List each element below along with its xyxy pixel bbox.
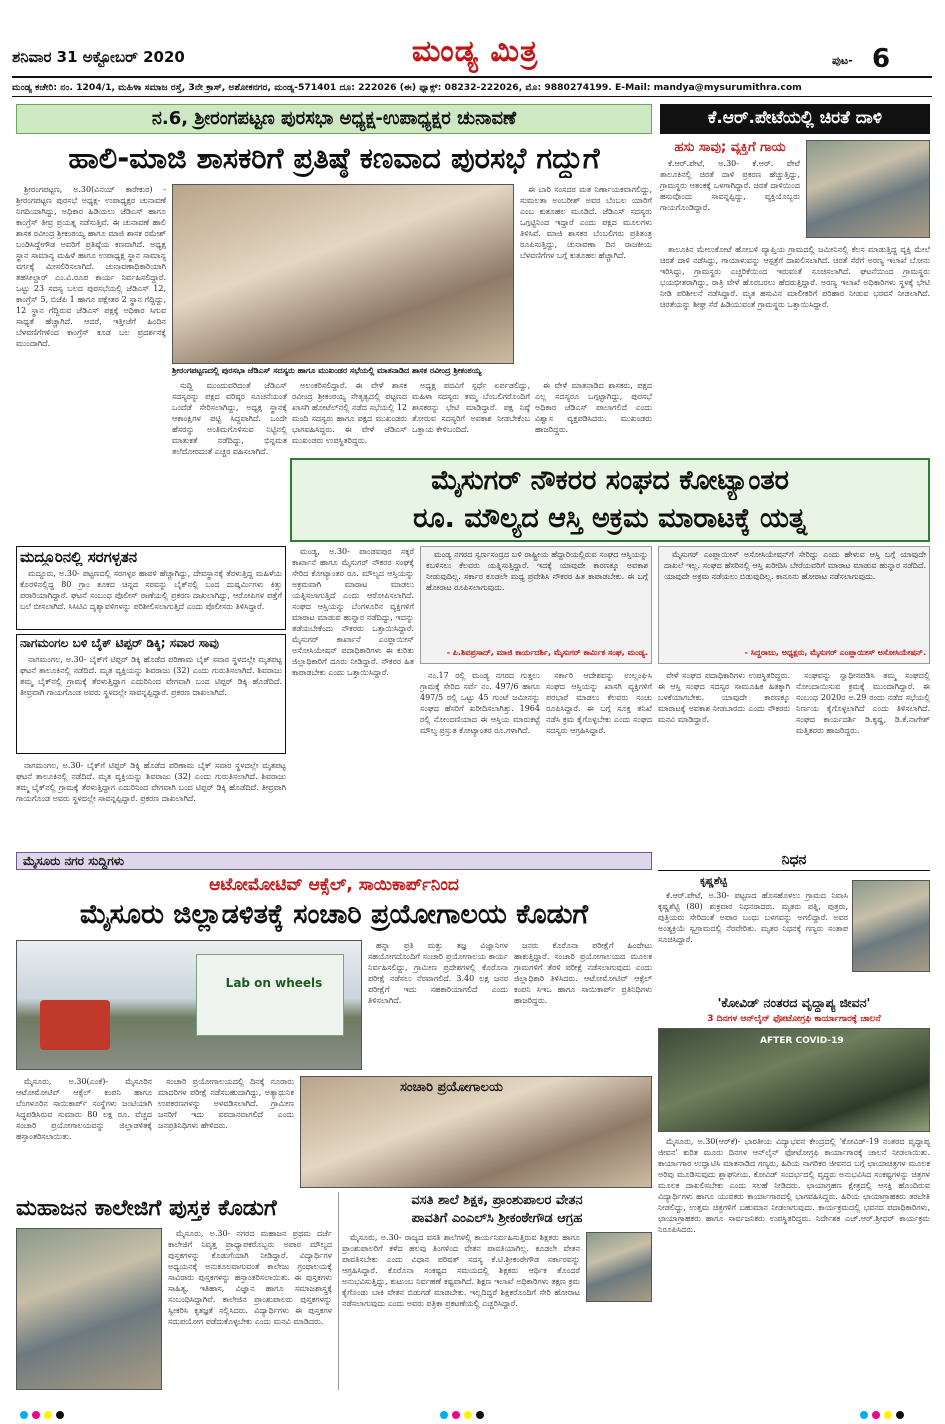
obituary-name: ಕೃಷ್ಣಶೆಟ್ಟಿ (700, 876, 728, 887)
story4-body-text: ನಾಗಮಂಗಲ, ಅ.30- ಬೈಕ್‌ಗೆ ಟಿಪ್ಪರ್ ಡಿಕ್ಕಿ ಹೊಡೆದ ಪರಿಣಾಮ ಬೈಕ್ ಸವಾರ ಸ್ಥಳದಲ್ಲೇ ಮೃತಪಟ್ಟ ಘಟನೆ ತಾಲೂಕಿನಲ್ಲಿ ನಡೆದಿದೆ. ಮೃತ ವ್ಯಕ್ತಿಯನ್ನು ಶಿವರಾಜು (32) ಎಂದು ಗುರುತಿಸಲಾಗಿದೆ. ಶಿವರಾಜು ತಮ್ಮ ಬೈಕ್‌ನಲ್ಲಿ ಗ್ರಾಮಕ್ಕೆ ತೆರಳುತ್ತಿದ್ದಾಗ ಎದುರಿನಿಂದ ವೇಗವಾಗಿ ಬಂದ ಟಿಪ್ಪರ್ ಡಿಕ್ಕಿ ಹೊಡೆದಿದೆ. ತೀವ್ರವಾಗಿ ಗಾಯಗೊಂಡ ಅವರು ಸ್ಥಳದಲ್ಲೇ ಸಾವನ್ನಪ್ಪಿದ್ದಾರೆ. ಪ್ರಕರಣ ದಾಖಲಾಗಿದೆ. (20, 655, 282, 697)
story2-body-text: ತಾಲೂಕಿನ ಮೇಲುಕೋಟೆ ಹೋಬಳಿ ವ್ಯಾಪ್ತಿಯ ಗ್ರಾಮದಲ್ಲಿ ಜಮೀನಿನಲ್ಲಿ ಕೆಲಸ ಮಾಡುತ್ತಿದ್ದ ವ್ಯಕ್ತಿ ಮೇಲೆ ಚಿರತೆ ದಾಳಿ ನಡೆಸಿದ್ದು, ಗಾಯಾಳುವನ್ನು ಆಸ್ಪತ್ರೆಗೆ ದಾಖಲಿಸಲಾಗಿದೆ. ಚಿರತೆ ಸೆರೆಗೆ ಅರಣ್ಯ ಇಲಾಖೆ ಬೋನು ಇರಿಸಿದ್ದು, ಗ್ರಾಮಸ್ಥರು ಎಚ್ಚರಿಕೆಯಿಂದ ಇರುವಂತೆ ಸೂಚಿಸಲಾಗಿದೆ. ಘಟನೆಯಿಂದ ಗ್ರಾಮಸ್ಥರು ಭಯಭೀತರಾಗಿದ್ದು, ರಾತ್ರಿ ವೇಳೆ ಹೊರಬರಲು ಹೆದರುತ್ತಿದ್ದಾರೆ. ಅರಣ್ಯ ಇಲಾಖೆ ಅಧಿಕಾರಿಗಳು ಸ್ಥಳಕ್ಕೆ ಭೇಟಿ ನೀಡಿ ಪರಿಶೀಲನೆ ನಡೆಸಿದ್ದಾರೆ. ಮೃತ ಹಸುವಿನ ಮಾಲೀಕರಿಗೆ ಪರಿಹಾರ ನೀಡುವ ಭರವಸೆ ನೀಡಲಾಗಿದೆ. ಚಿರತೆಯನ್ನು ಶೀಘ್ರ ಸೆರೆ ಹಿಡಿಯುವಂತೆ ಗ್ರಾಮಸ್ಥರು ಒತ್ತಾಯಿಸಿದ್ದಾರೆ. (660, 245, 930, 309)
story6-lower-a-text: ಮೈಸೂರು, ಅ.30(ಎಂಕೆ)- ಮೈಸೂರಿನ ಆಟೋಮೋಟಿವ್ ಆಕ್ಸೆಲ್ ಕಂಪನಿ ಹಾಗೂ ಬೆಂಗಳೂರಿನ ಸಾಯಿಕಾರ್ಪ್ ಸಂಸ್ಥೆಗಳು ಜಂಟಿಯಾಗಿ ಸಿದ್ಧಪಡಿಸಿರುವ ಸುಮಾರು 80 ಲಕ್ಷ ರೂ. ವೆಚ್ಚದ ಸಂಚಾರಿ ಪ್ರಯೋಗಾಲಯವನ್ನು ಜಿಲ್ಲಾಡಳಿತಕ್ಕೆ ಹಸ್ತಾಂತರಿಸಲಾಯಿತು. (16, 1077, 152, 1141)
address-rule (12, 96, 932, 97)
story8-headline: ಮಹಾಜನ ಕಾಲೇಜಿಗೆ ಪುಸ್ತಕ ಕೊಡುಗೆ (16, 1196, 277, 1221)
lab-truck-label: Lab on wheels (225, 976, 323, 990)
story3-headline: ಮದ್ದೂರಿನಲ್ಲಿ ಸರಗಳ್ಳತನ (20, 548, 138, 566)
story8-body-text: ಮೈಸೂರು, ಅ.30- ನಗರದ ಮಹಾಜನ ಪ್ರಥಮ ದರ್ಜೆ ಕಾಲೇಜಿಗೆ ನಿವೃತ್ತ ಪ್ರಾಧ್ಯಾಪಕರೊಬ್ಬರು ಅಪಾರ ಮೌಲ್ಯದ ಪುಸ್ತಕಗಳನ್ನು ಕೊಡುಗೆಯಾಗಿ ನೀಡಿದ್ದಾರೆ. ವಿದ್ಯಾರ್ಥಿಗಳ ಅಧ್ಯಯನಕ್ಕೆ ಅನುಕೂಲವಾಗುವಂತೆ ಕಾಲೇಜು ಗ್ರಂಥಾಲಯಕ್ಕೆ ಸಾವಿರಾರು ಪುಸ್ತಕಗಳನ್ನು ಹಸ್ತಾಂತರಿಸಲಾಯಿತು. ಈ ಪುಸ್ತಕಗಳು ಸಾಹಿತ್ಯ, ಇತಿಹಾಸ, ವಿಜ್ಞಾನ ಹಾಗೂ ಸಮಾಜಶಾಸ್ತ್ರಕ್ಕೆ ಸಂಬಂಧಿಸಿದ್ದಾಗಿವೆ. ಕಾಲೇಜಿನ ಪ್ರಾಂಶುಪಾಲರು ಪುಸ್ತಕಗಳನ್ನು ಸ್ವೀಕರಿಸಿ ಕೃತಜ್ಞತೆ ಸಲ್ಲಿಸಿದರು. ವಿದ್ಯಾರ್ಥಿಗಳು ಈ ಪುಸ್ತಕಗಳ ಸದುಪಯೋಗ ಪಡೆದುಕೊಳ್ಳಬೇಕು ಎಂದು ಮನವಿ ಮಾಡಿದರು. (168, 1229, 332, 1326)
story7-photo-text: AFTER COVID-19 (760, 1036, 844, 1046)
story7-headline: 'ಕೋವಿಡ್ ನಂತರದ ವೃದ್ಧಾಪ್ಯ ಜೀವನ' (717, 995, 871, 1010)
story2-col1 (660, 158, 800, 240)
story4-extra (16, 760, 286, 842)
story8-photo (16, 1228, 162, 1390)
story3-body (20, 568, 282, 628)
story7-body (658, 1136, 930, 1392)
story1-col3 (520, 184, 652, 364)
header-rule (12, 76, 932, 78)
story1-bottom-col1-text: ಸುದ್ದಿ ಮುಂದುವರಿದಂತೆ ಜೆಡಿಎಸ್ ಸದಸ್ಯರನ್ನು ಪಕ್ಷದ ವರಿಷ್ಠರ ಸೂಚನೆಯಂತೆ ಒಂದೆಡೆ ಸೇರಿಸಲಾಗಿದ್ದು, ಅಧ್ಯಕ್ಷ ಸ್ಥಾನಕ್ಕೆ ಆಕಾಂಕ್ಷಿಗಳ ಪಟ್ಟಿ ಸಿದ್ಧವಾಗಿದೆ. ಒಂದೇ ಹೆಸರನ್ನು ಅಂತಿಮಗೊಳಿಸುವ ನಿಟ್ಟಿನಲ್ಲಿ ಮಾತುಕತೆ ನಡೆದಿದ್ದು, ಭಿನ್ನಮತ ತಲೆದೋರದಂತೆ ಎಚ್ಚರ ವಹಿಸಲಾಗಿದೆ. (172, 381, 287, 456)
story5-quote2 (664, 549, 926, 645)
story1-photo-caption: ಶ್ರೀರಂಗಪಟ್ಟಣದಲ್ಲಿ ಪುರಸಭಾ ಜೆಡಿಎಸ್ ಸದಸ್ಯರು ಹಾಗೂ ಮುಖಂಡರ ಸಭೆಯಲ್ಲಿ ಮಾತನಾಡಿದ ಶಾಸಕ ರವೀಂದ್ರ ಶ್ರೀಕಂಠಯ್ಯ (172, 366, 482, 375)
story9-headline2: ಪಾವತಿಗೆ ಎಂಎಲ್‌ಸಿ ಶ್ರೀಕಂಠೇಗೌಡ ಆಗ್ರಹ (411, 1211, 583, 1226)
story6-col-a-text: ಹನ್ನಾ ಪ್ರತಿ ಮತ್ತು ತಜ್ಞ ವಿಜ್ಞಾನಿಗಳ ಸಹಯೋಗದೊಂದಿಗೆ ಸಂಚಾರಿ ಪ್ರಯೋಗಾಲಯ ಕಾರ್ಯ ನಿರ್ವಹಿಸಲಿದ್ದು, ಗ್ರಾಮೀಣ ಪ್ರದೇಶಗಳಲ್ಲಿ ಕೊರೊನಾ ಪರೀಕ್ಷೆ ನಡೆಸಲು ನೆರವಾಗಲಿದೆ. 3.40 ಲಕ್ಷ ಜನರ ಪರೀಕ್ಷೆಗೆ ಇದು ಸಹಕಾರಿಯಾಗಲಿದೆ ಎಂದು ತಿಳಿಸಲಾಗಿದೆ. (368, 941, 508, 1005)
footer-registration-dots-center (440, 1404, 488, 1423)
page-label: ಪುಟ- (832, 54, 853, 67)
story1-bottom-col1 (172, 380, 287, 540)
story5-quote2-sig: - ಸಿದ್ದರಾಜು, ಅಧ್ಯಕ್ಷರು, ಮೈಸುಗರ್ ಎಂಪ್ಲಾಯೀಸ್ ಅಸೋಸಿಯೇಷನ್. (744, 648, 926, 657)
story1-col3-text: ಈ ಬಾರಿ ಸಂಸದರ ಮತ ನಿರ್ಣಾಯಕವಾಗಲಿದ್ದು, ಸುಮಲತಾ ಅಂಬರೀಶ್ ಅವರ ಬೆಂಬಲ ಯಾರಿಗೆ ಎಂಬ ಕುತೂಹಲ ಮೂಡಿದೆ. ಜೆಡಿಎಸ್ ಸದಸ್ಯರು ಒಗ್ಗಟ್ಟಿನಿಂದ ಇದ್ದಾರೆ ಎಂದು ಪಕ್ಷದ ಮೂಲಗಳು ತಿಳಿಸಿವೆ. ಮಾಜಿ ಶಾಸಕರ ಬೆಂಬಲಿಗರು ಪ್ರತಿತಂತ್ರ ರೂಪಿಸುತ್ತಿದ್ದು, ಚುನಾವಣಾ ದಿನ ರಾಜಕೀಯ ಬೆಳವಣಿಗೆಗಳ ಬಗ್ಗೆ ಕುತೂಹಲ ಹೆಚ್ಚಾಗಿದೆ. (520, 185, 652, 260)
story1-col1 (16, 184, 166, 544)
story5-col-e-text: ಸಂಘವನ್ನು ಸ್ವಾಧೀನಪಡಿಸಿ ತಮ್ಮ ಸಂಘದಲ್ಲಿ ನೋಂದಾಯಿಸುವ ಕ್ರಮಕ್ಕೆ ಮುಂದಾಗಿದ್ದಾರೆ. ಈ ಸಂಬಂಧ 2020ರ ಅ.29 ರಂದು ನಡೆದ ಸಭೆಯಲ್ಲಿ ನಿರ್ಣಯ ಕೈಗೊಳ್ಳಲಾಗಿದೆ ಎಂದು ತಿಳಿಸಲಾಗಿದೆ. ಸಂಘದ ಕಾರ್ಯದರ್ಶಿ ಡಿ.ಕೃಷ್ಣ, ಡಿ.ಕೆ.ನಾಗೇಶ್ ಮತ್ತಿತರರು ಹಾಜರಿದ್ದರು. (796, 671, 930, 735)
story7-subhead: 3 ದಿನಗಳ ಆನ್‌ಲೈನ್ ಫೋಟೋಗ್ರಫಿ ಕಾರ್ಯಾಗಾರಕ್ಕೆ ಚಾಲನೆ (707, 1014, 881, 1024)
story6-col-a (368, 940, 508, 1070)
story2-body (660, 244, 930, 454)
story4-headline: ನಾಗಮಂಗಲ ಬಳಿ ಬೈಕ್ ಟಿಪ್ಪರ್ ಡಿಕ್ಕಿ; ಸವಾರ ಸಾವು (20, 636, 219, 650)
story1-bottom-col4-text: ಈ ವೇಳೆ ಮಾತನಾಡಿದ ಶಾಸಕರು, ಪಕ್ಷದ ಎಲ್ಲ ಸದಸ್ಯರೂ ಒಗ್ಗಟ್ಟಾಗಿದ್ದು, ಪುರಸಭೆ ಅಧಿಕಾರ ಜೆಡಿಎಸ್ ಪಾಲಾಗಲಿದೆ ಎಂದು ವಿಶ್ವಾಸ ವ್ಯಕ್ತಪಡಿಸಿದರು. ಮುಖಂಡರು ಹಾಜರಿದ್ದರು. (535, 381, 652, 434)
story5-quote2-text: ಮೈಸುಗರ್ ಎಂಪ್ಲಾಯೀಸ್ ಅಸೋಸಿಯೇಷನ್‌ಗೆ ಸೇರಿದ್ದು ಎಂದು ಹೇಳುವ ಆಸ್ತಿ ಬಗ್ಗೆ ಯಾವುದೇ ದಾಖಲೆ ಇಲ್ಲ. ಸಂಘದ ಹೆಸರಿನಲ್ಲಿ ಆಸ್ತಿ ಖರೀದಿಸಿ ಬೇರೆಯವರಿಗೆ ಮಾರಾಟ ಮಾಡುವ ಹುನ್ನಾರ ನಡೆದಿದೆ. ಯಾವುದೇ ಅಕ್ರಮ ನಡೆಯಲು ಬಿಡುವುದಿಲ್ಲ. ಕಾನೂನು ಹೋರಾಟ ನಡೆಸಲಾಗುವುದು. (664, 550, 926, 581)
story1-photo (172, 184, 514, 364)
story5-col-a-text: ಮಂಡ್ಯ, ಅ.30- ಪಾಂಡವಪುರ ಸಕ್ಕರೆ ಕಾರ್ಖಾನೆ ಹಾಗೂ ಮೈಸುಗರ್ ನೌಕರರ ಸಂಘಕ್ಕೆ ಸೇರಿದ ಕೋಟ್ಯಾಂತರ ರೂ. ಮೌಲ್ಯದ ಆಸ್ತಿಯನ್ನು ಅಕ್ರಮವಾಗಿ ಮಾರಾಟ ಮಾಡಲು ಯತ್ನಿಸಲಾಗುತ್ತಿದೆ ಎಂದು ಆರೋಪಿಸಲಾಗಿದೆ. ಸಂಘದ ಆಸ್ತಿಯನ್ನು ಬೆಂಗಳೂರಿನ ವ್ಯಕ್ತಿಗಳಿಗೆ ಮಾರಾಟ ಮಾಡುವ ಹುನ್ನಾರ ನಡೆದಿದ್ದು, ಇದನ್ನು ತಡೆಯಬೇಕೆಂದು ನೌಕರರು ಒತ್ತಾಯಿಸಿದ್ದಾರೆ. ಮೈಸುಗರ್ ಕಾರ್ಖಾನೆ ಎಂಪ್ಲಾಯೀಸ್ ಅಸೋಸಿಯೇಷನ್ ಪದಾಧಿಕಾರಿಗಳು ಈ ಕುರಿತು ಜಿಲ್ಲಾಧಿಕಾರಿಗೆ ದೂರು ನೀಡಿದ್ದಾರೆ. ನೌಕರರ ಹಿತ ಕಾಪಾಡಬೇಕು ಎಂದು ಒತ್ತಾಯಿಸಿದ್ದಾರೆ. (292, 547, 414, 677)
story5-col-b (420, 670, 540, 842)
banner-line2: ರೂ. ಮೌಲ್ಯದ ಆಸ್ತಿ ಅಕ್ರಮ ಮಾರಾಟಕ್ಕೆ ಯತ್ನ (413, 503, 807, 534)
story9-headline1: ವಸತಿ ಶಾಲೆ ಶಿಕ್ಷಕ, ಪ್ರಾಂಶುಪಾಲರ ವೇತನ (411, 1193, 583, 1208)
story1-col1-text: ಶ್ರೀರಂಗಪಟ್ಟಣ, ಅ.30(ವಿನಯ್ ಕಾರೇಕುರ) - ಶ್ರೀರಂಗಪಟ್ಟಣ ಪುರಸಭೆ ಅಧ್ಯಕ್ಷ- ಉಪಾಧ್ಯಕ್ಷರ ಚುನಾವಣೆ ನಿಗದಿಯಾಗಿದ್ದು, ಅಧಿಕಾರ ಹಿಡಿಯಲು ಜೆಡಿಎಸ್ ಹಾಗೂ ಕಾಂಗ್ರೆಸ್ ತೀವ್ರ ಪ್ರಯತ್ನ ನಡೆಸುತ್ತಿವೆ. ಈ ಚುನಾವಣೆ ಹಾಲಿ ಶಾಸಕ ರವೀಂದ್ರ ಶ್ರೀಕಂಠಯ್ಯ ಹಾಗೂ ಮಾಜಿ ಶಾಸಕ ರಮೇಶ್ ಬಂಡಿಸಿದ್ದೇಗೌಡ ಅವರಿಗೆ ಪ್ರತಿಷ್ಠೆಯ ಕಣವಾಗಿದೆ. ಅಧ್ಯಕ್ಷ ಸ್ಥಾನ ಸಾಮಾನ್ಯ ಮಹಿಳೆ ಹಾಗೂ ಉಪಾಧ್ಯಕ್ಷ ಸ್ಥಾನ ಸಾಮಾನ್ಯ ವರ್ಗಕ್ಕೆ ಮೀಸಲಿರಿಸಲಾಗಿದೆ. ಚುನಾವಣಾಧಿಕಾರಿಯಾಗಿ ತಹಸೀಲ್ದಾರ್ ಎಂ.ವಿ.ರೂಪ ಕಾರ್ಯ ನಿರ್ವಹಿಸಲಿದ್ದಾರೆ. ಒಟ್ಟು 23 ಸದಸ್ಯ ಬಲದ ಪುರಸಭೆಯಲ್ಲಿ ಜೆಡಿಎಸ್ 12, ಕಾಂಗ್ರೆಸ್ 5, ಬಿಜೆಪಿ 1 ಹಾಗೂ ಪಕ್ಷೇತರ 2 ಸ್ಥಾನ ಗೆದ್ದಿದ್ದು, 12 ಸ್ಥಾನ ಗೆದ್ದಿರುವ ಜೆಡಿಎಸ್ ಪಕ್ಷಕ್ಕೆ ಅಧಿಕಾರ ಸಿಗುವ ಸಾಧ್ಯತೆ ಹೆಚ್ಚಾಗಿದೆ. ಆದರೆ, ಇತ್ತೀಚೆಗೆ ಹಿಂದಿನ ಬೆಳವಣಿಗೆಗಳಿಂದ ಕಾಂಗ್ರೆಸ್ ಕೂಡ ಬಲ ಪ್ರದರ್ಶನಕ್ಕೆ ಮುಂದಾಗಿದೆ. (16, 185, 166, 348)
story3-body-text: ಮದ್ದೂರು, ಅ.30- ಪಟ್ಟಣದಲ್ಲಿ ಸರಗಳ್ಳರ ಹಾವಳಿ ಹೆಚ್ಚಾಗಿದ್ದು, ದೇವಸ್ಥಾನಕ್ಕೆ ತೆರಳುತ್ತಿದ್ದ ಮಹಿಳೆಯ ಕೊರಳಿನಲ್ಲಿದ್ದ 80 ಗ್ರಾಂ ತೂಕದ ಚಿನ್ನದ ಸರವನ್ನು ಬೈಕ್‌ನಲ್ಲಿ ಬಂದ ದುಷ್ಕರ್ಮಿಗಳು ಕಿತ್ತು ಪರಾರಿಯಾಗಿದ್ದಾರೆ. ಘಟನೆ ಸಂಬಂಧ ಪೊಲೀಸ್ ಠಾಣೆಯಲ್ಲಿ ಪ್ರಕರಣ ದಾಖಲಾಗಿದ್ದು, ಆರೋಪಿಗಳ ಪತ್ತೆಗೆ ಬಲೆ ಬೀಸಲಾಗಿದೆ. ಸಿಸಿಟಿವಿ ದೃಶ್ಯಾವಳಿಗಳನ್ನು ಪರಿಶೀಲಿಸಲಾಗುತ್ತಿದೆ ಎಂದು ಪೊಲೀಸರು ತಿಳಿಸಿದ್ದಾರೆ. (20, 569, 282, 611)
story9-divider (338, 1192, 339, 1390)
masthead: ಮಂಡ್ಯ ಮಿತ್ರ (411, 34, 539, 69)
obituary-portrait (852, 880, 930, 972)
footer-registration-dots-right (860, 1404, 908, 1423)
story4-body (20, 654, 282, 750)
story9-portrait (586, 1232, 652, 1302)
section-bar-mysuru: ಮೈಸೂರು ನಗರ ಸುದ್ದಿಗಳು (16, 852, 652, 870)
story1-headline: ಹಾಲಿ-ಮಾಜಿ ಶಾಸಕರಿಗೆ ಪ್ರತಿಷ್ಠೆ ಕಣವಾದ ಪುರಸಭೆ ಗದ್ದುಗೆ (68, 141, 600, 175)
lab-truck-body (196, 954, 344, 1036)
story6-event-photo-text: ಸಂಚಾರಿ ಪ್ರಯೋಗಾಲಯ (400, 1080, 503, 1095)
story2-kicker: ಕೆ.ಆರ್.ಪೇಟೆಯಲ್ಲಿ ಚಿರತೆ ದಾಳಿ (660, 104, 930, 134)
story5-col-d-text: ವೇಳೆ ಸಂಘದ ಪದಾಧಿಕಾರಿಗಳು ಉಪಸ್ಥಿತರಿದ್ದರು. ಈ ಆಸ್ತಿ ಸಂಘದ ಸದಸ್ಯರ ಸಾಮೂಹಿಕ ಹಿತಕ್ಕಾಗಿ ಬಳಕೆಯಾಗಬೇಕು. ಯಾವುದೇ ಕಾರಣಕ್ಕೂ ಮಾರಾಟಕ್ಕೆ ಅವಕಾಶ ನೀಡಬಾರದು ಎಂದು ನೌಕರರು ಮನವಿ ಮಾಡಿದ್ದಾರೆ. (658, 671, 790, 724)
story5-col-c (546, 670, 652, 842)
obituary-rule (658, 870, 930, 871)
story6-col-b (514, 940, 652, 1070)
story7-body-text: ಮೈಸೂರು, ಅ.30(ಆರ್‌ಕೆ)- ಭಾರತೀಯ ವಿದ್ಯಾಭವನ ಕೇಂದ್ರದಲ್ಲಿ 'ಕೋವಿಡ್-19 ನಂತರದ ವೃದ್ಧಾಪ್ಯ ಜೀವನ' ಕುರಿತ ಮೂರು ದಿನಗಳ ಆನ್‌ಲೈನ್ ಫೋಟೋಗ್ರಫಿ ಕಾರ್ಯಾಗಾರಕ್ಕೆ ಚಾಲನೆ ನೀಡಲಾಯಿತು. ಕಾರ್ಯಾಗಾರ ಉದ್ಘಾಟಿಸಿ ಮಾತನಾಡಿದ ಗಣ್ಯರು, ಹಿರಿಯ ನಾಗರಿಕರ ಜೀವನದ ಬಗ್ಗೆ ಛಾಯಾಚಿತ್ರಗಳ ಮೂಲಕ ಅರಿವು ಮೂಡಿಸುವುದು ಶ್ಲಾಘನೀಯ. ಕೋವಿಡ್ ಸಂದರ್ಭದಲ್ಲಿ ವೃದ್ಧರು ಅನುಭವಿಸಿದ ಸಂಕಷ್ಟಗಳನ್ನು ಚಿತ್ರಗಳ ಮೂಲಕ ದಾಖಲಿಸಬೇಕು ಎಂದು ಸಲಹೆ ನೀಡಿದರು. ಛಾಯಾಗ್ರಹಣ ಕ್ಷೇತ್ರದಲ್ಲಿ ಆಸಕ್ತಿ ಹೊಂದಿರುವ ವಿದ್ಯಾರ್ಥಿಗಳು ಹಾಗೂ ಯುವಕರು ಕಾರ್ಯಾಗಾರದಲ್ಲಿ ಭಾಗವಹಿಸಿದ್ದರು. ಹಿರಿಯ ಛಾಯಾಗ್ರಾಹಕರು ತರಬೇತಿ ನೀಡಲಿದ್ದು, ಉತ್ತಮ ಚಿತ್ರಗಳಿಗೆ ಬಹುಮಾನ ನೀಡಲಾಗುವುದು. ಕಾರ್ಯಕ್ರಮದಲ್ಲಿ ಭವನದ ಪದಾಧಿಕಾರಿಗಳು, ಛಾಯಾಗ್ರಾಹಕರು ಹಾಗೂ ಸಾರ್ವಜನಿಕರು ಉಪಸ್ಥಿತರಿದ್ದರು. ನಿರ್ದೇಶಕ ಎಚ್.ಆರ್.ಶ್ರೀಧರ್ ಕಾರ್ಯಕ್ರಮ ನಿರೂಪಿಸಿದರು. (658, 1137, 930, 1234)
story6-lower-b-text: ಸಂಚಾರಿ ಪ್ರಯೋಗಾಲಯದಲ್ಲಿ ದಿನಕ್ಕೆ ನೂರಾರು ಮಾದರಿಗಳ ಪರೀಕ್ಷೆ ನಡೆಸಬಹುದಾಗಿದ್ದು, ಅತ್ಯಾಧುನಿಕ ಉಪಕರಣಗಳನ್ನು ಅಳವಡಿಸಲಾಗಿದೆ. ಗ್ರಾಮೀಣ ಜನರಿಗೆ ಇದು ವರದಾನವಾಗಲಿದೆ ಎಂದು ಜನಪ್ರತಿನಿಧಿಗಳು ಹೇಳಿದರು. (158, 1077, 294, 1130)
story5-col-a (292, 546, 414, 842)
story6-headline: ಮೈಸೂರು ಜಿಲ್ಲಾಡಳಿತಕ್ಕೆ ಸಂಚಾರಿ ಪ್ರಯೋಗಾಲಯ ಕೊಡುಗೆ (79, 899, 589, 930)
story2-photo (806, 140, 930, 238)
obituary-body-text: ಕೆ.ಆರ್.ಪೇಟೆ, ಅ.30- ಪಟ್ಟಣದ ಹೊಸಹೊಳಲು ಗ್ರಾಮದ ನಿವಾಸಿ ಕೃಷ್ಣಶೆಟ್ಟಿ (80) ಶುಕ್ರವಾರ ನಿಧನರಾದರು. ಮೃತರು ಪತ್ನಿ, ಪುತ್ರರು, ಪುತ್ರಿಯರು ಸೇರಿದಂತೆ ಅಪಾರ ಬಂಧು ಬಳಗವನ್ನು ಅಗಲಿದ್ದಾರೆ. ಅವರ ಅಂತ್ಯಕ್ರಿಯೆ ಸ್ವಗ್ರಾಮದಲ್ಲಿ ನೆರವೇರಿತು. ಮೃತರ ನಿಧನಕ್ಕೆ ಗಣ್ಯರು ಸಂತಾಪ ಸೂಚಿಸಿದ್ದಾರೆ. (658, 891, 848, 944)
story5-col-c-text: ಸರ್ಕಾರಿ ಆದೇಶವನ್ನು ಉಲ್ಲಂಘಿಸಿ ಸಂಘದ ಆಸ್ತಿಯನ್ನು ಖಾಸಗಿ ವ್ಯಕ್ತಿಗಳಿಗೆ ಪರಭಾರೆ ಮಾಡಲು ಕೆಲವರು ಸಂಚು ರೂಪಿಸಿದ್ದಾರೆ. ಈ ಬಗ್ಗೆ ಸೂಕ್ತ ತನಿಖೆ ನಡೆಸಿ ಕ್ರಮ ಕೈಗೊಳ್ಳಬೇಕು ಎಂದು ಸಂಘದ ಸದಸ್ಯರು ಆಗ್ರಹಿಸಿದ್ದಾರೆ. (546, 671, 652, 735)
story5-col-b-text: ನಂ.17 ರಲ್ಲಿ ಮಂಡ್ಯ ನಗರದ ಗುತ್ತಲು ಗ್ರಾಮಕ್ಕೆ ಸೇರಿದ ಸರ್ವೆ ನಂ. 497/6 ಹಾಗೂ 497/5 ರಲ್ಲಿ ಒಟ್ಟು 45 ಗುಂಟೆ ಜಮೀನನ್ನು ಸಂಘದ ಹೆಸರಿಗೆ ಖರೀದಿಸಲಾಗಿತ್ತು. 1964 ರಲ್ಲಿ ನೋಂದಣಿಯಾದ ಈ ಆಸ್ತಿಯ ಮಾರುಕಟ್ಟೆ ಮೌಲ್ಯ ಪ್ರಸ್ತುತ ಕೋಟ್ಯಾಂತರ ರೂ.ಗಳಾಗಿದೆ. (420, 671, 540, 735)
story6-lower-a (16, 1076, 152, 1188)
banner-line1: ಮೈಸುಗರ್ ನೌಕರರ ಸಂಘದ ಕೋಟ್ಯಾಂತರ (431, 465, 789, 496)
office-address: ಮಂಡ್ಯ ಕಚೇರಿ: ನಂ. 1204/1, ಮಹಿಳಾ ಸಮಾಜ ರಸ್ತೆ, 3ನೇ ಕ್ರಾಸ್, ಅಶೋಕನಗರ, ಮಂಡ್ಯ-571401 ದೂ: 222026 (ಈ) ಫ್ಯಾಕ್ಸ್: 08232-222026, ಮೊ: 9880274199. E-Mail: mandya@mysurumithra.com (12, 82, 802, 93)
story2-col1-text: ಕೆ.ಆರ್.ಪೇಟೆ, ಅ.30- ಕೆ.ಆರ್. ಪೇಟೆ ತಾಲೂಕಿನಲ್ಲಿ ಚಿರತೆ ದಾಳಿ ಪ್ರಕರಣ ಹೆಚ್ಚುತ್ತಿದ್ದು, ಗ್ರಾಮಸ್ಥರು ಆತಂಕಕ್ಕೆ ಒಳಗಾಗಿದ್ದಾರೆ. ಚಿರತೆ ದಾಳಿಯಿಂದ ಹಸುವೊಂದು ಸಾವನ್ನಪ್ಪಿದ್ದು, ವ್ಯಕ್ತಿಯೊಬ್ಬರು ಗಾಯಗೊಂಡಿದ್ದಾರೆ. (660, 159, 800, 212)
story6-col-b-text: ಜನರು ಕೊರೊನಾ ಪರೀಕ್ಷೆಗೆ ಹಿಂದೇಟು ಹಾಕುತ್ತಿದ್ದಾರೆ. ಸಂಚಾರಿ ಪ್ರಯೋಗಾಲಯದ ಮೂಲಕ ಗ್ರಾಮಗಳಿಗೆ ತೆರಳಿ ಪರೀಕ್ಷೆ ನಡೆಸಲಾಗುವುದು ಎಂದು ಜಿಲ್ಲಾಧಿಕಾರಿ ತಿಳಿಸಿದರು. ಆಟೋಮೋಟಿವ್ ಆಕ್ಸೆಲ್ ಕಂಪನಿ ಸಿಇಒ ಹಾಗೂ ಸಾಯಿಕಾರ್ಪ್ ಪ್ರತಿನಿಧಿಗಳು ಹಾಜರಿದ್ದರು. (514, 941, 652, 1005)
story2-subhead: ಹಸು ಸಾವು; ವ್ಯಕ್ತಿಗೆ ಗಾಯ (674, 140, 786, 155)
obituary-section: ನಿಧನ (781, 852, 807, 868)
footer-registration-dots-left (20, 1404, 68, 1423)
story5-col-e (796, 670, 930, 842)
story9-body (342, 1232, 580, 1390)
story1-bottom-col2-text: ಅಲಂಕರಿಸಲಿದ್ದಾರೆ. ಈ ವೇಳೆ ಶಾಸಕ ರವೀಂದ್ರ ಶ್ರೀಕಂಠಯ್ಯ ನೇತೃತ್ವದಲ್ಲಿ ಪಟ್ಟಣದ ಖಾಸಗಿ ಹೋಟೆಲ್‌ನಲ್ಲಿ ನಡೆದ ಸಭೆಯಲ್ಲಿ 12 ಮಂದಿ ಸದಸ್ಯರು ಹಾಗೂ ಪಕ್ಷದ ಮುಖಂಡರು ಭಾಗವಹಿಸಿದ್ದರು. ಈ ವೇಳೆ ಜೆಡಿಎಸ್ ಮುಖಂಡರು ಉಪಸ್ಥಿತರಿದ್ದರು. (292, 381, 407, 445)
story9-body-text: ಮೈಸೂರು, ಅ.30- ರಾಜ್ಯದ ವಸತಿ ಶಾಲೆಗಳಲ್ಲಿ ಕಾರ್ಯನಿರ್ವಹಿಸುತ್ತಿರುವ ಶಿಕ್ಷಕರು ಹಾಗೂ ಪ್ರಾಂಶುಪಾಲರಿಗೆ ಕಳೆದ ಹಲವು ತಿಂಗಳಿಂದ ವೇತನ ಪಾವತಿಯಾಗಿಲ್ಲ. ಕೂಡಲೇ ವೇತನ ಪಾವತಿಸಬೇಕು ಎಂದು ವಿಧಾನ ಪರಿಷತ್ ಸದಸ್ಯ ಕೆ.ಟಿ.ಶ್ರೀಕಂಠೇಗೌಡ ಸರ್ಕಾರವನ್ನು ಆಗ್ರಹಿಸಿದ್ದಾರೆ. ಕೊರೊನಾ ಸಂಕಷ್ಟದ ಸಮಯದಲ್ಲಿ ಶಿಕ್ಷಕರು ಆರ್ಥಿಕ ತೊಂದರೆ ಅನುಭವಿಸುತ್ತಿದ್ದು, ಕುಟುಂಬ ನಿರ್ವಹಣೆ ಕಷ್ಟವಾಗಿದೆ. ಶಿಕ್ಷಣ ಇಲಾಖೆ ಅಧಿಕಾರಿಗಳು ತಕ್ಷಣ ಕ್ರಮ ಕೈಗೊಂಡು ಬಾಕಿ ವೇತನ ಬಿಡುಗಡೆ ಮಾಡಬೇಕು. ಇಲ್ಲದಿದ್ದರೆ ಶಿಕ್ಷಕರೊಂದಿಗೆ ಸೇರಿ ಹೋರಾಟ ನಡೆಸಲಾಗುವುದು ಎಂದು ಅವರು ಪತ್ರಿಕಾ ಪ್ರಕಟಣೆಯಲ್ಲಿ ಎಚ್ಚರಿಸಿದ್ದಾರೆ. (342, 1233, 580, 1308)
story5-quote1 (426, 549, 648, 645)
story4-extra-text: ನಾಗಮಂಗಲ, ಅ.30- ಬೈಕ್‌ಗೆ ಟಿಪ್ಪರ್ ಡಿಕ್ಕಿ ಹೊಡೆದ ಪರಿಣಾಮ ಬೈಕ್ ಸವಾರ ಸ್ಥಳದಲ್ಲೇ ಮೃತಪಟ್ಟ ಘಟನೆ ತಾಲೂಕಿನಲ್ಲಿ ನಡೆದಿದೆ. ಮೃತ ವ್ಯಕ್ತಿಯನ್ನು ಶಿವರಾಜು (32) ಎಂದು ಗುರುತಿಸಲಾಗಿದೆ. ಶಿವರಾಜು ತಮ್ಮ ಬೈಕ್‌ನಲ್ಲಿ ಗ್ರಾಮಕ್ಕೆ ತೆರಳುತ್ತಿದ್ದಾಗ ಎದುರಿನಿಂದ ವೇಗವಾಗಿ ಬಂದ ಟಿಪ್ಪರ್ ಡಿಕ್ಕಿ ಹೊಡೆದಿದೆ. ತೀವ್ರವಾಗಿ ಗಾಯಗೊಂಡ ಅವರು ಸ್ಥಳದಲ್ಲೇ ಸಾವನ್ನಪ್ಪಿದ್ದಾರೆ. ಪ್ರಕರಣ ದಾಖಲಾಗಿದೆ. (16, 761, 286, 803)
story5-quote1-text: ಮಂಡ್ಯ ನಗರದ ಸ್ವರ್ಣಸಂದ್ರದ ಬಳಿ ರಾಷ್ಟ್ರೀಯ ಹೆದ್ದಾರಿಯಲ್ಲಿರುವ ಸಂಘದ ಆಸ್ತಿಯನ್ನು ಕಬಳಿಸಲು ಕೆಲವರು ಯತ್ನಿಸುತ್ತಿದ್ದಾರೆ. ಇದಕ್ಕೆ ಯಾವುದೇ ಕಾರಣಕ್ಕೂ ಅವಕಾಶ ನೀಡುವುದಿಲ್ಲ. ಸರ್ಕಾರ ಕೂಡಲೇ ಮಧ್ಯ ಪ್ರವೇಶಿಸಿ ನೌಕರರ ಹಿತ ಕಾಪಾಡಬೇಕು. ಈ ಬಗ್ಗೆ ಹೋರಾಟ ರೂಪಿಸಲಾಗುವುದು. (426, 550, 648, 592)
story5-col-d (658, 670, 790, 842)
story5-quote1-sig: - ಪಿ.ಶಿವಪ್ರಸಾದ್, ಮಾಜಿ ಕಾರ್ಯದರ್ಶಿ, ಮೈಸುಗರ್ ಕಾರ್ಮಿಕ ಸಂಘ, ಮಂಡ್ಯ. (446, 648, 648, 657)
story1-bottom-col3-text: ಅಧ್ಯಕ್ಷ ಪದವಿಗೆ ಸ್ಪರ್ಧೆ ಏರ್ಪಡಲಿದ್ದು, ಮಹಿಳಾ ಸದಸ್ಯರು ತಮ್ಮ ಬೆಂಬಲಿಗರೊಂದಿಗೆ ಶಾಸಕರನ್ನು ಭೇಟಿ ಮಾಡಿದ್ದಾರೆ. ಪಕ್ಷ ನಿಷ್ಠೆ ತೋರುವ ಸದಸ್ಯರಿಗೆ ಅವಕಾಶ ನೀಡಬೇಕೆಂಬ ಒತ್ತಾಯ ಕೇಳಿಬಂದಿದೆ. (412, 381, 530, 434)
story1-kicker: ನ.6, ಶ್ರೀರಂಗಪಟ್ಟಣ ಪುರಸಭಾ ಅಧ್ಯಕ್ಷ-ಉಪಾಧ್ಯಕ್ಷರ ಚುನಾವಣೆ (16, 104, 652, 134)
story8-body (168, 1228, 332, 1390)
obituary-body (658, 890, 848, 990)
story6-subhead: ಆಟೋಮೋಟಿವ್ ಆಕ್ಸೆಲ್, ಸಾಯಿಕಾರ್ಪ್‌ನಿಂದ (209, 875, 459, 895)
tractor-shape (40, 1000, 110, 1050)
story6-lower-b (158, 1076, 294, 1188)
issue-date: ಶನಿವಾರ 31 ಅಕ್ಟೋಬರ್ 2020 (12, 48, 185, 66)
page-number: 6 (872, 44, 891, 74)
